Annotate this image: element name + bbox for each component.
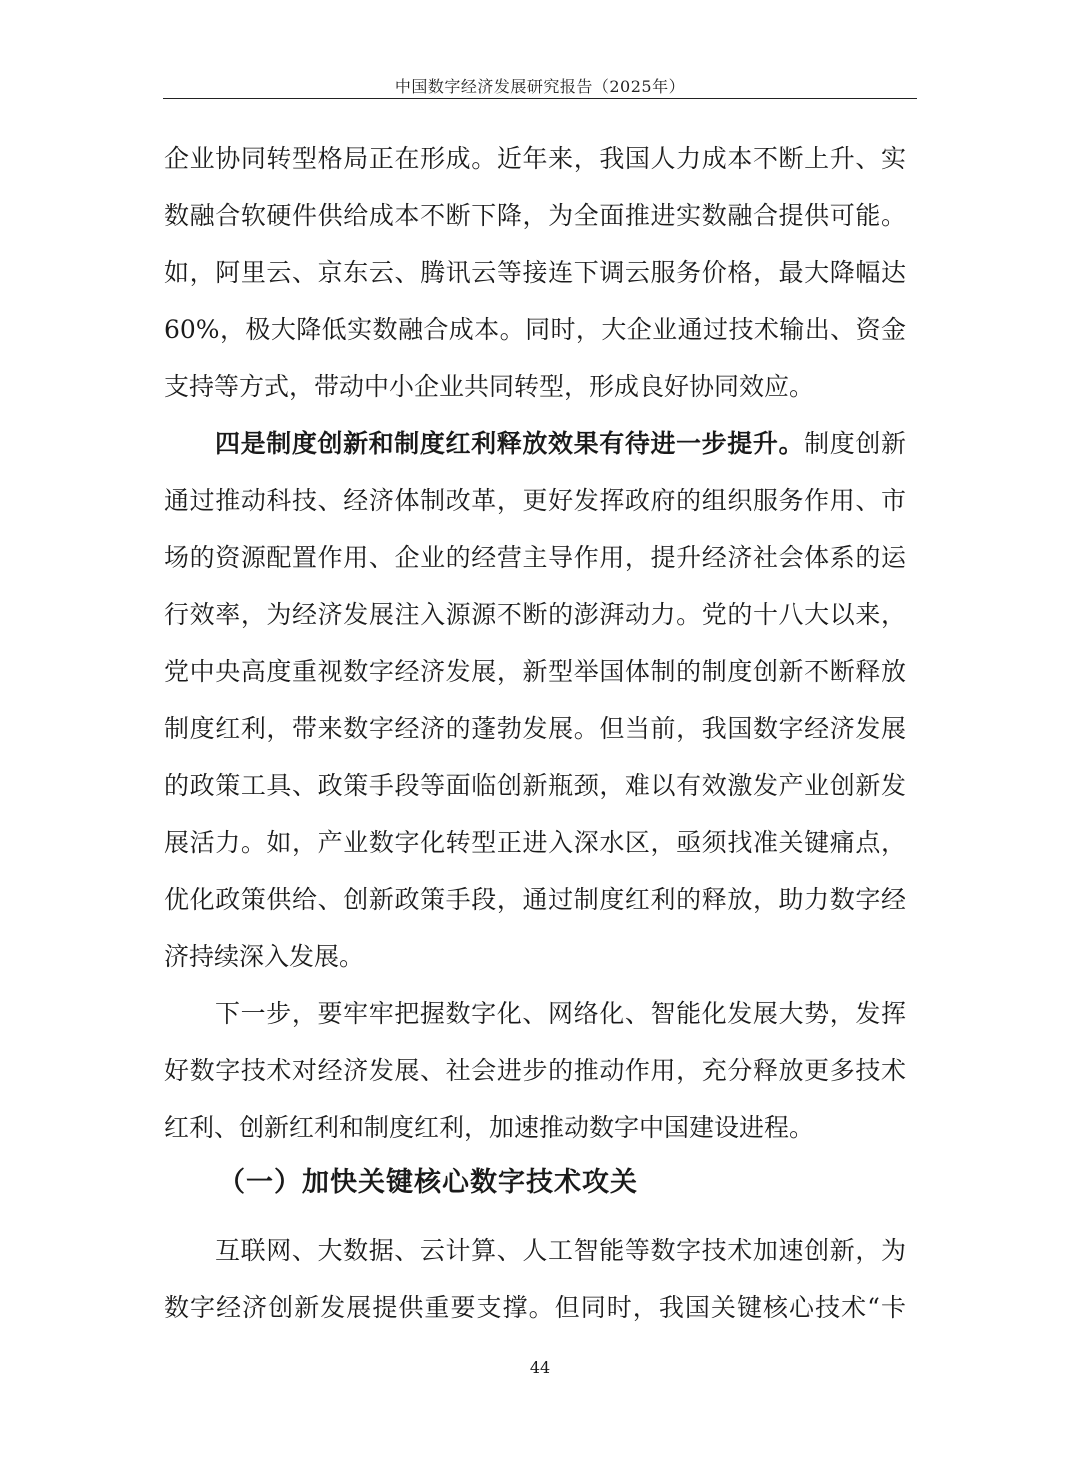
paragraph2-line: 济持续深入发展。 [164,942,365,971]
paragraph2-lead-bold: 四是制度创新和制度红利释放效果有待进一步提升。 [215,429,805,458]
page-number: 44 [529,1358,551,1377]
paragraph3-line: 好数字技术对经济发展、社会进步的推动作用，充分释放更多技术 [164,1056,906,1085]
paragraph4-line: 数字经济创新发展提供重要支撑。但同时，我国关键核心技术“卡 [164,1293,906,1322]
paragraph2-line: 通过推动科技、经济体制改革，更好发挥政府的组织服务作用、市 [164,486,906,515]
paragraph3-line: 下一步，要牢牢把握数字化、网络化、智能化发展大势，发挥 [215,999,906,1028]
paragraph2-line: 场的资源配置作用、企业的经营主导作用，提升经济社会体系的运 [164,543,906,572]
section-heading: （一）加快关键核心数字技术攻关 [218,1167,638,1198]
page-header-title: 中国数字经济发展研究报告（2025年） [394,77,686,96]
paragraph2-line: 的政策工具、政策手段等面临创新瓶颈，难以有效激发产业创新发 [164,771,906,800]
paragraph1-line: 数融合软硬件供给成本不断下降，为全面推进实数融合提供可能。 [164,201,906,230]
paragraph1-line: 如，阿里云、京东云、腾讯云等接连下调云服务价格，最大降幅达 [164,258,906,287]
paragraph4-line: 互联网、大数据、云计算、人工智能等数字技术加速创新，为 [215,1236,906,1265]
paragraph2-line: 行效率，为经济发展注入源源不断的澎湃动力。党的十八大以来， [164,600,906,629]
paragraph2-line: 优化政策供给、创新政策手段，通过制度红利的释放，助力数字经 [164,885,906,914]
header-rule [163,98,917,99]
paragraph2-first-line [215,427,906,461]
paragraph1-line: 企业协同转型格局正在形成。近年来，我国人力成本不断上升、实 [164,144,906,173]
paragraph2-line: 制度红利，带来数字经济的蓬勃发展。但当前，我国数字经济发展 [164,714,906,743]
paragraph2-line: 展活力。如，产业数字化转型正进入深水区，亟须找准关键痛点， [164,828,906,857]
paragraph2-lead-rest: 制度创新 [804,429,906,458]
paragraph1-line: 支持等方式，带动中小企业共同转型，形成良好协同效应。 [164,372,815,401]
paragraph1-line: 60%，极大降低实数融合成本。同时，大企业通过技术输出、资金 [164,315,906,344]
paragraph2-line: 党中央高度重视数字经济发展，新型举国体制的制度创新不断释放 [164,657,906,686]
paragraph3-line: 红利、创新红利和制度红利，加速推动数字中国建设进程。 [164,1113,815,1142]
